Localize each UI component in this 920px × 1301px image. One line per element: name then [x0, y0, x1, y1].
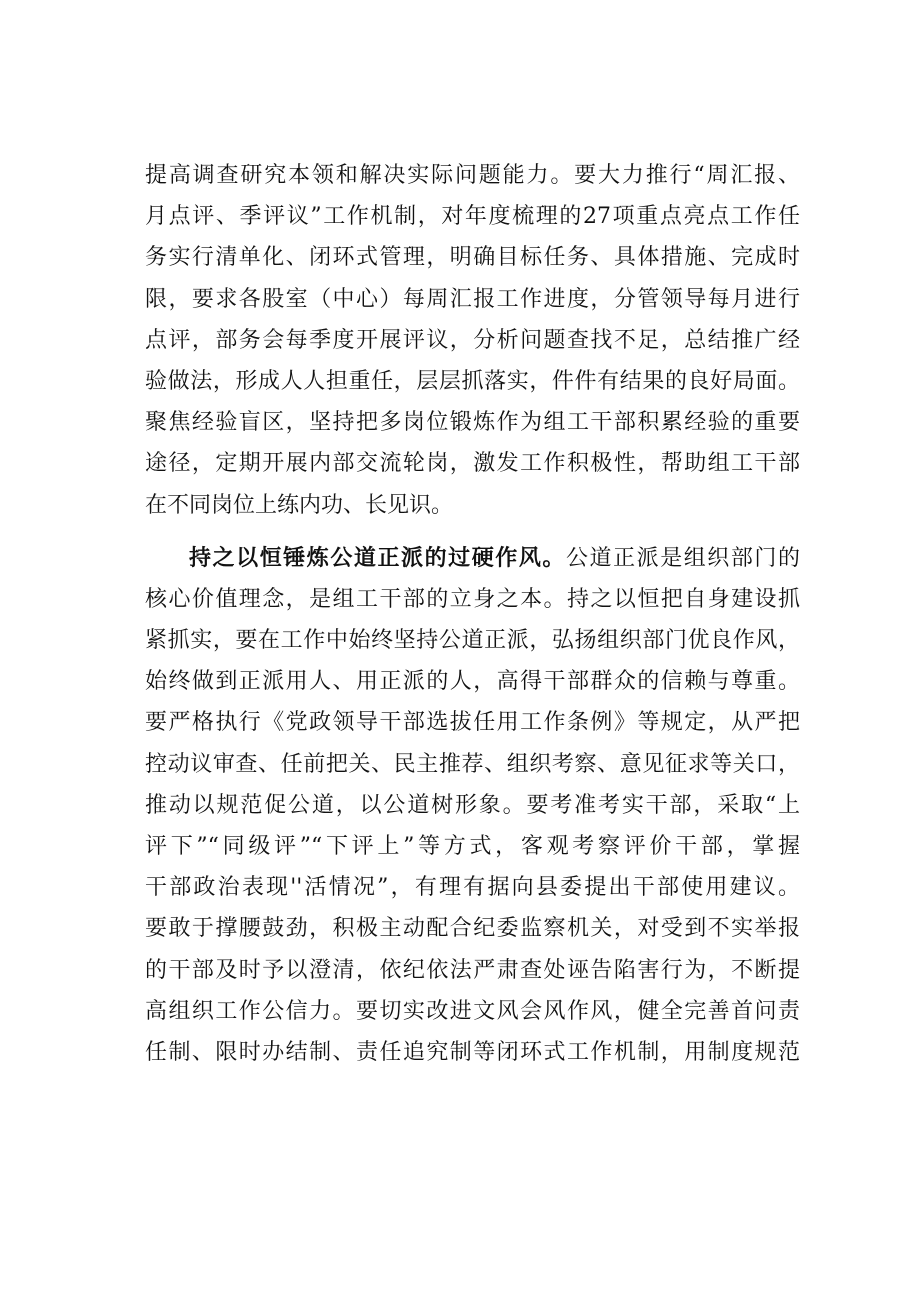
text-line: 要敢于撑腰鼓劲，积极主动配合纪委监察机关，对受到不实举报 [145, 916, 800, 942]
text-line: 核心价值理念，是组工干部的立身之本。持之以恒把自身建设抓 [145, 586, 800, 612]
text-line: 要严格执行《党政领导干部选拔任用工作条例》等规定，从严把 [145, 710, 800, 736]
text-line: 推动以规范促公道，以公道树形象。要考准考实干部，采取“上 [145, 792, 800, 818]
text-line: 任制、限时办结制、责任追究制等闭环式工作机制，用制度规范 [145, 1039, 800, 1065]
paragraph-2 [145, 538, 800, 1073]
text-line: 点评，部务会每季度开展评议，分析问题查找不足，总结推广经 [145, 327, 800, 353]
text-line: 聚焦经验盲区，坚持把多岗位锻炼作为组工干部积累经验的重要 [145, 410, 800, 436]
text-line: 在不同岗位上练内功、长见识。 [145, 492, 454, 518]
text-line: 途径，定期开展内部交流轮岗，激发工作积极性，帮助组工干部 [145, 451, 800, 477]
paragraph-gap [145, 526, 800, 538]
text-line: 月点评、季评议”工作机制，对年度梳理的27项重点亮点工作任 [145, 204, 800, 230]
text-line: 验做法，形成人人担重任，层层抓落实，件件有结果的良好局面。 [145, 368, 800, 394]
document-body [145, 155, 800, 1073]
text-line: 控动议审查、任前把关、民主推荐、组织考察、意见征求等关口， [145, 751, 800, 777]
text-line: 始终做到正派用人、用正派的人，高得干部群众的信赖与尊重。 [145, 669, 800, 695]
text-line: 的干部及时予以澄清，依纪依法严肃查处诬告陷害行为，不断提 [145, 957, 800, 983]
heading-line-rest: 公道正派是组织部门的 [565, 545, 800, 571]
text-line: 限，要求各股室（中心）每周汇报工作进度，分管领导每月进行 [145, 286, 800, 312]
text-line: 提高调查研究本领和解决实际问题能力。要大力推行“周汇报、 [145, 163, 800, 188]
paragraph-1 [145, 155, 800, 526]
paragraph-heading: 持之以恒锤炼公道正派的过硬作风。 [189, 544, 566, 571]
text-line: 紧抓实，要在工作中始终坚持公道正派，弘扬组织部门优良作风， [145, 628, 800, 654]
paragraph-heading-line [145, 538, 800, 579]
text-line: 高组织工作公信力。要切实改进文风会风作风，健全完善首问责 [145, 998, 800, 1024]
text-line: 务实行清单化、闭环式管理，明确目标任务、具体措施、完成时 [145, 245, 800, 271]
text-line: 评下”“同级评”“下评上”等方式，客观考察评价干部，掌握 [145, 834, 800, 859]
text-line: 干部政治表现''活情况”，有理有据向县委提出干部使用建议。 [145, 875, 800, 901]
